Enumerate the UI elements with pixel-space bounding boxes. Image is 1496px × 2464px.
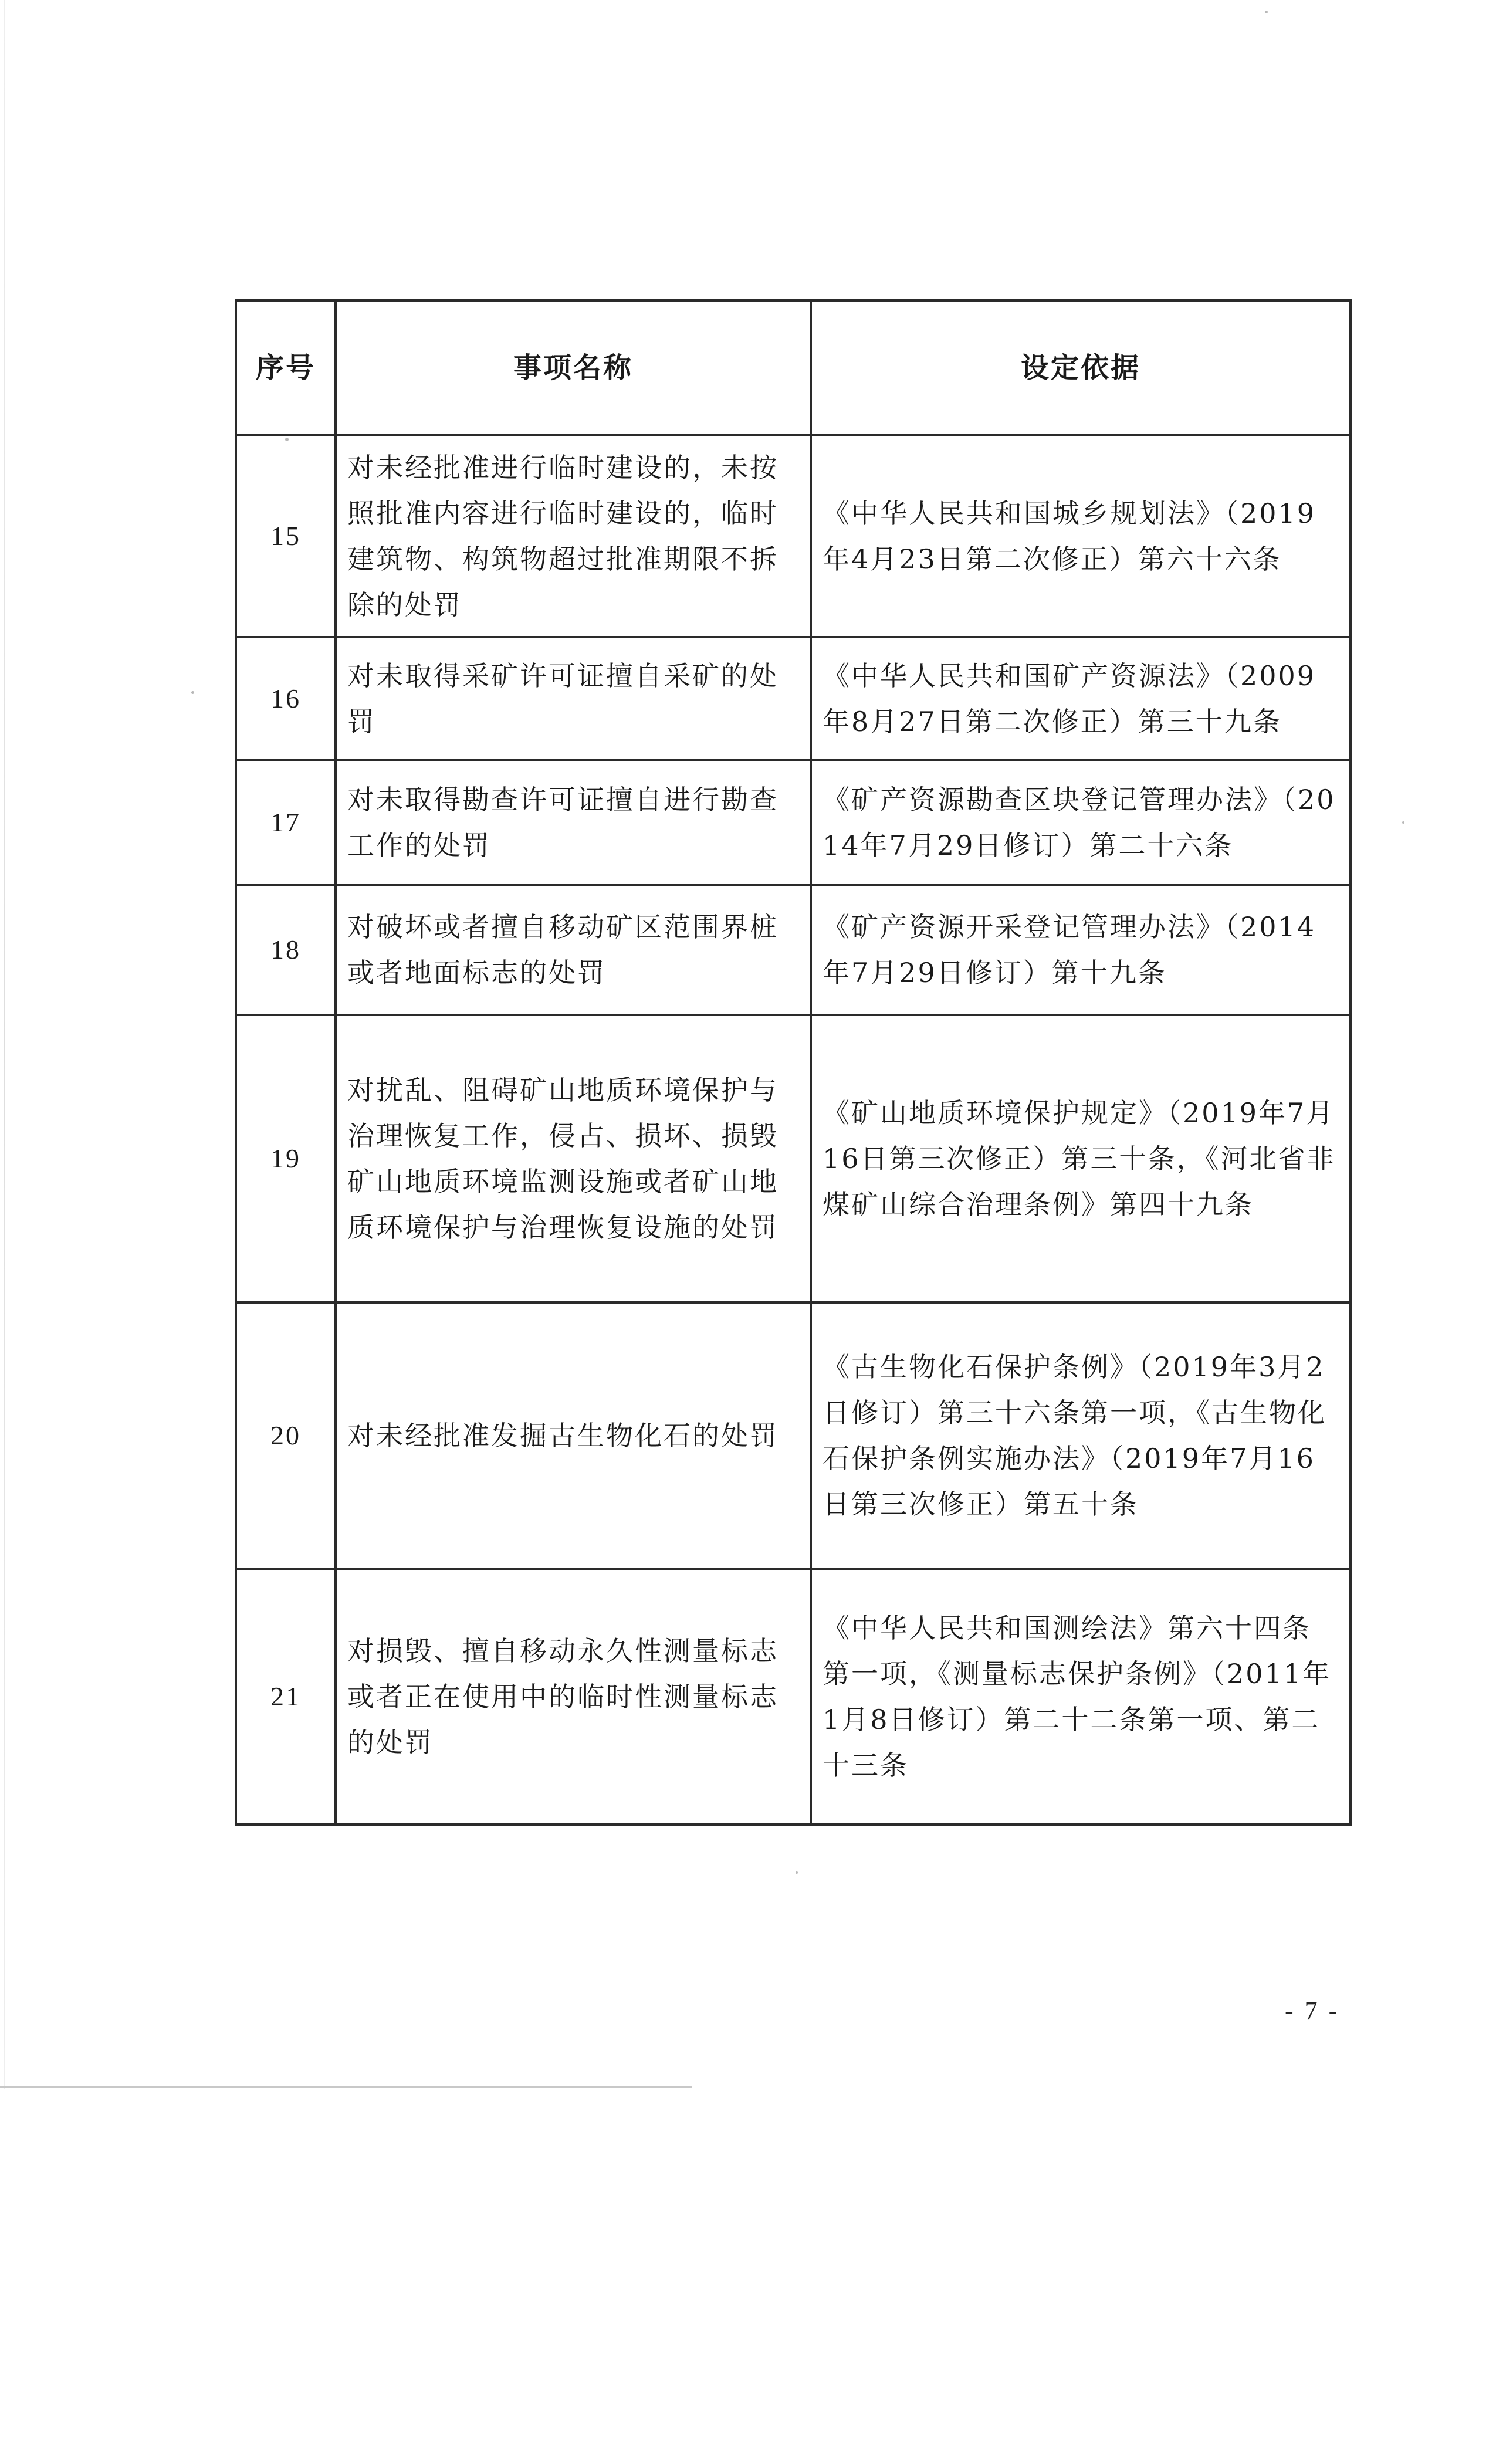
row-item-name: 对未经批准发掘古生物化石的处罚 xyxy=(336,1302,811,1569)
row-item-name: 对破坏或者擅自移动矿区范围界桩或者地面标志的处罚 xyxy=(336,885,811,1015)
row-seq: 17 xyxy=(236,760,336,885)
row-item-name: 对未取得勘查许可证擅自进行勘查工作的处罚 xyxy=(336,760,811,885)
table-row xyxy=(236,1302,1351,1569)
scan-speck xyxy=(1265,11,1268,13)
scan-edge-artifact xyxy=(4,0,5,2089)
header-name: 事项名称 xyxy=(336,300,811,435)
header-seq: 序号 xyxy=(236,300,336,435)
row-item-name: 对扰乱、阻碍矿山地质环境保护与治理恢复工作，侵占、损坏、损毁矿山地质环境监测设施或者矿山地质环境保护与治理恢复设施的处罚 xyxy=(336,1015,811,1302)
row-item-name: 对未经批准进行临时建设的，未按照批准内容进行临时建设的，临时建筑物、构筑物超过批准期限不拆除的处罚 xyxy=(336,435,811,637)
row-item-name: 对损毁、擅自移动永久性测量标志或者正在使用中的临时性测量标志的处罚 xyxy=(336,1569,811,1825)
row-seq: 15 xyxy=(236,435,336,637)
row-seq: 18 xyxy=(236,885,336,1015)
row-legal-basis: 《矿产资源开采登记管理办法》（2014年7月29日修订）第十九条 xyxy=(811,885,1351,1015)
table-row xyxy=(236,435,1351,637)
scan-speck xyxy=(191,691,194,694)
row-seq: 19 xyxy=(236,1015,336,1302)
scan-bottom-artifact xyxy=(0,2086,692,2088)
row-legal-basis: 《中华人民共和国测绘法》第六十四条第一项，《测量标志保护条例》（2011年1月8日修订）第二十二条第一项、第二十三条 xyxy=(811,1569,1351,1825)
row-item-name: 对未取得采矿许可证擅自采矿的处罚 xyxy=(336,637,811,760)
row-legal-basis: 《矿产资源勘查区块登记管理办法》（2014年7月29日修订）第二十六条 xyxy=(811,760,1351,885)
header-basis: 设定依据 xyxy=(811,300,1351,435)
table-row xyxy=(236,637,1351,760)
table-header-row xyxy=(236,300,1351,435)
table-row xyxy=(236,1015,1351,1302)
table-row xyxy=(236,885,1351,1015)
row-seq: 16 xyxy=(236,637,336,760)
penalty-items-table xyxy=(235,299,1352,1826)
table-row xyxy=(236,1569,1351,1825)
row-seq: 20 xyxy=(236,1302,336,1569)
scan-speck xyxy=(796,1871,798,1874)
row-legal-basis: 《古生物化石保护条例》（2019年3月2日修订）第三十六条第一项，《古生物化石保护条例实施办法》（2019年7月16日第三次修正）第五十条 xyxy=(811,1302,1351,1569)
scan-speck xyxy=(1402,821,1404,824)
page-number: - 7 - xyxy=(1285,1996,1340,2025)
row-seq: 21 xyxy=(236,1569,336,1825)
row-legal-basis: 《中华人民共和国矿产资源法》（2009年8月27日第二次修正）第三十九条 xyxy=(811,637,1351,760)
row-legal-basis: 《中华人民共和国城乡规划法》（2019年4月23日第二次修正）第六十六条 xyxy=(811,435,1351,637)
row-legal-basis: 《矿山地质环境保护规定》（2019年7月16日第三次修正）第三十条，《河北省非煤矿山综合治理条例》第四十九条 xyxy=(811,1015,1351,1302)
table-row xyxy=(236,760,1351,885)
